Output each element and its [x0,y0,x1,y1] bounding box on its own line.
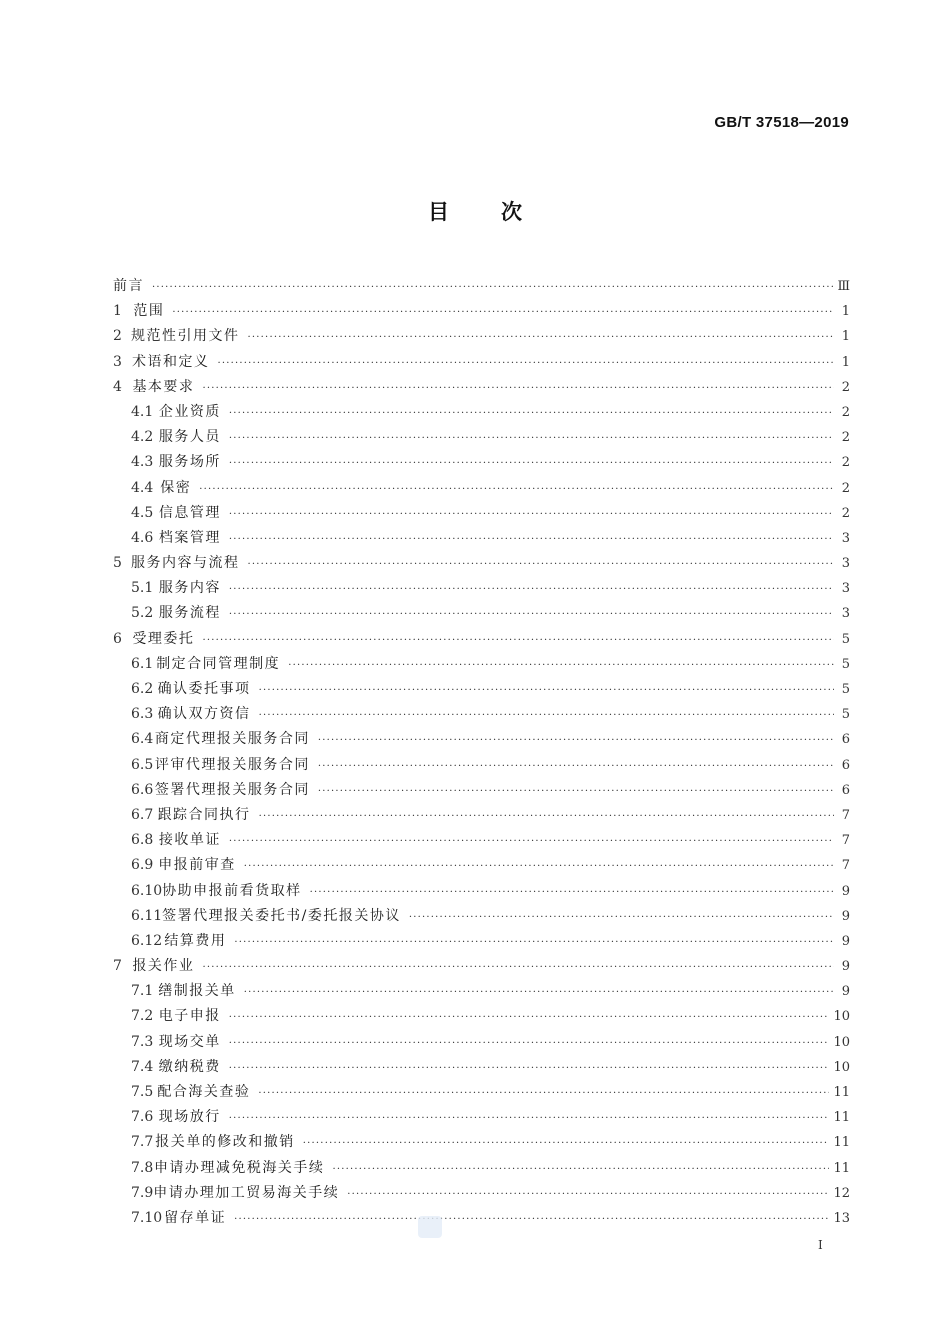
toc-entry-title: 服务内容 [158,580,221,597]
toc-entry-number: 6.1 [131,655,154,672]
toc-entry-title: 缴纳税费 [158,1058,221,1075]
toc-entry-page: 1 [841,304,850,320]
toc-entry-page: Ⅲ [837,279,850,294]
toc-dot-leader [318,754,834,779]
toc-entry-number: 7.8 [131,1159,154,1176]
toc-entry[interactable] [113,929,850,954]
toc-entry[interactable] [113,501,850,526]
toc-dot-leader [303,1131,830,1156]
toc-entry-title: 基本要求 [132,378,195,395]
toc-entry[interactable] [113,879,850,904]
toc-entry-page: 1 [841,354,850,370]
toc-dot-leader [229,1106,830,1131]
toc-entry-number: 6.3 [131,706,154,723]
toc-entry-title: 接收单证 [158,832,221,849]
toc-entry[interactable] [113,1030,850,1055]
toc-entry-number: 4.6 [131,529,154,546]
toc-entry-title: 档案管理 [158,529,221,546]
toc-dot-leader [229,1031,830,1056]
toc-entry-title: 制定合同管理制度 [156,655,281,672]
toc-entry-number: 5.1 [131,580,154,597]
toc-entry[interactable] [113,702,850,727]
toc-entry[interactable] [113,274,850,299]
toc-entry[interactable] [113,1004,850,1029]
toc-entry-title: 电子申报 [158,1008,221,1025]
toc-entry-title: 规范性引用文件 [131,328,240,345]
toc-dot-leader [217,351,834,376]
toc-entry[interactable] [113,1206,850,1231]
toc-dot-leader [202,955,834,980]
toc-dot-leader [244,854,834,879]
toc-entry[interactable] [113,627,850,652]
toc-entry[interactable] [113,601,850,626]
toc-entry-number: 6.7 [131,806,154,823]
toc-dot-leader [259,703,834,728]
toc-dot-leader [234,930,834,955]
toc-entry-page: 10 [833,1059,850,1075]
toc-entry-title: 签署代理报关委托书/委托报关协议 [162,907,401,924]
toc-entry-title: 评审代理报关服务合同 [154,756,310,773]
toc-entry-title: 申报前审查 [158,857,236,874]
toc-entry-number: 4.1 [131,403,154,420]
watermark-logo [418,1216,442,1238]
toc-entry[interactable] [113,677,850,702]
toc-dot-leader [318,728,834,753]
toc-entry[interactable] [113,803,850,828]
toc-entry-title: 报关单的修改和撤销 [155,1134,295,1151]
toc-entry[interactable] [113,1080,850,1105]
toc-entry-number: 7.1 [131,983,154,1000]
toc-entry-number: 7.5 [131,1084,154,1100]
toc-entry[interactable] [113,904,850,929]
toc-entry-number: 4.4 [131,479,154,496]
toc-entry[interactable] [113,954,850,979]
toc-entry-number: 7.7 [131,1134,154,1151]
toc-dot-leader [409,905,834,930]
toc-entry-page: 2 [841,505,850,521]
toc-entry-page: 9 [841,959,850,975]
toc-entry-number: 6 [113,630,122,647]
toc-entry-page: 2 [841,480,850,496]
toc-entry-number: 7.10 [131,1209,163,1226]
toc-dot-leader [248,325,834,350]
toc-entry-page: 3 [841,530,850,546]
toc-entry-number: 7.3 [131,1033,154,1050]
toc-entry-number: 5.2 [131,605,154,622]
toc-entry-page: 7 [841,858,850,874]
toc-entry-number: 6.9 [131,857,154,874]
toc-entry-page: 2 [841,430,850,446]
toc-entry-number: 1 [113,303,122,320]
toc-entry-title: 商定代理报关服务合同 [154,731,310,748]
toc-entry-page: 9 [841,984,850,1000]
toc-dot-leader [234,1207,829,1232]
toc-entry-page: 11 [833,1110,850,1126]
toc-entry-number: 7.9 [131,1184,154,1201]
toc-entry-page: 3 [841,556,850,572]
toc-entry-page: 10 [833,1009,850,1025]
toc-entry-page: 11 [833,1160,850,1176]
toc-entry-page: 10 [833,1034,850,1050]
toc-entry-number: 4 [113,378,122,395]
toc-entry-title: 现场放行 [158,1109,221,1126]
toc-entry-number: 6.5 [131,756,154,773]
toc-entry-title: 前言 [113,278,144,294]
toc-entry-title: 企业资质 [158,403,221,420]
toc-entry-number: 4.3 [131,454,154,471]
toc-entry-page: 9 [841,908,850,924]
toc-entry-page: 6 [841,732,850,748]
toc-dot-leader [229,577,834,602]
toc-entry[interactable] [113,576,850,601]
toc-dot-leader [310,880,834,905]
toc-entry-title: 配合海关查验 [157,1084,251,1100]
toc-dot-leader [229,829,834,854]
toc-entry[interactable] [113,1181,850,1206]
toc-list [113,274,850,1231]
toc-dot-leader [244,980,834,1005]
toc-entry-page: 2 [841,455,850,471]
toc-entry-title: 服务人员 [158,429,221,446]
toc-dot-leader [229,451,834,476]
toc-entry-page: 11 [833,1085,850,1100]
toc-entry-title: 确认委托事项 [157,681,251,697]
toc-entry[interactable] [113,1130,850,1155]
toc-dot-leader [229,426,834,451]
toc-entry-page: 5 [841,631,850,647]
toc-entry-page: 2 [841,379,850,395]
toc-entry-page: 11 [833,1135,850,1151]
toc-dot-leader [229,1056,830,1081]
toc-dot-leader [259,804,834,829]
toc-dot-leader [202,376,834,401]
toc-dot-leader [229,502,834,527]
toc-dot-leader [248,552,834,577]
toc-entry-title: 留存单证 [164,1209,227,1226]
toc-entry[interactable] [113,476,850,501]
toc-entry-title: 签署代理报关服务合同 [154,781,310,798]
toc-entry-page: 12 [833,1185,850,1201]
toc-entry-number: 6.6 [131,781,154,798]
toc-entry-number: 6.10 [131,882,163,899]
toc-entry-number: 6.4 [131,731,154,748]
toc-entry-page: 3 [841,606,850,622]
toc-dot-leader [347,1182,829,1207]
toc-title: 目次 [428,200,574,224]
toc-entry-title: 申请办理加工贸易海关手续 [153,1184,340,1201]
toc-dot-leader [229,1005,830,1030]
toc-entry-number: 4.2 [131,429,154,446]
toc-entry-title: 确认双方资信 [157,706,251,723]
toc-entry-page: 5 [841,682,850,697]
toc-dot-leader [229,602,834,627]
toc-entry-title: 受理委托 [132,630,195,647]
toc-entry-page: 1 [841,329,850,345]
toc-entry-number: 7 [113,958,122,975]
toc-entry[interactable] [113,853,850,878]
toc-entry-page: 9 [841,883,850,899]
toc-entry[interactable] [113,1156,850,1181]
toc-entry[interactable] [113,778,850,803]
toc-entry[interactable] [113,551,850,576]
toc-entry-number: 6.11 [131,907,163,924]
toc-entry-page: 5 [841,707,850,723]
toc-entry-page: 3 [841,581,850,597]
toc-entry[interactable] [113,425,850,450]
toc-entry-title: 结算费用 [164,932,227,949]
toc-entry-title: 缮制报关单 [158,983,236,1000]
toc-entry[interactable] [113,979,850,1004]
toc-entry-page: 7 [841,833,850,849]
toc-entry[interactable] [113,652,850,677]
toc-dot-leader [229,401,834,426]
toc-entry-page: 6 [841,782,850,798]
toc-dot-leader [259,678,834,703]
toc-entry-title: 术语和定义 [131,353,210,370]
toc-entry[interactable] [113,375,850,400]
standard-code: GB/T 37518—2019 [714,114,849,131]
toc-entry-title: 范围 [133,303,165,320]
toc-entry-title: 协助申报前看货取样 [162,882,302,899]
toc-entry-title: 服务场所 [158,454,221,471]
toc-entry[interactable] [113,753,850,778]
toc-entry[interactable] [113,828,850,853]
toc-entry-title: 报关作业 [132,958,195,975]
toc-dot-leader [332,1157,829,1182]
toc-entry-title: 申请办理减免税海关手续 [153,1159,325,1176]
toc-entry-number: 6.2 [131,681,154,697]
toc-entry-number: 7.4 [131,1058,154,1075]
toc-dot-leader [152,275,833,300]
toc-entry-number: 7.6 [131,1109,154,1126]
toc-entry-title: 保密 [160,479,192,496]
page-number: I [818,1238,823,1252]
toc-dot-leader [258,1081,829,1106]
toc-entry-title: 服务内容与流程 [131,555,240,572]
toc-entry[interactable] [113,1105,850,1130]
toc-dot-leader [199,477,834,502]
toc-entry-page: 7 [841,807,850,823]
toc-entry-page: 5 [841,656,850,672]
toc-entry-number: 6.12 [131,932,163,949]
toc-entry-title: 跟踪合同执行 [157,806,251,823]
toc-entry[interactable] [113,526,850,551]
toc-entry-number: 6.8 [131,832,154,849]
toc-entry-page: 9 [841,933,850,949]
toc-entry-title: 服务流程 [158,605,221,622]
toc-entry[interactable] [113,299,850,324]
toc-entry-number: 3 [113,353,122,370]
toc-entry[interactable] [113,1055,850,1080]
toc-entry[interactable] [113,727,850,752]
toc-entry-title: 信息管理 [158,504,221,521]
toc-entry[interactable] [113,400,850,425]
toc-entry-number: 7.2 [131,1008,154,1025]
toc-entry-number: 2 [113,328,122,345]
toc-entry-number: 5 [113,555,122,572]
toc-dot-leader [318,779,834,804]
toc-entry[interactable] [113,450,850,475]
toc-dot-leader [202,628,834,653]
toc-entry-page: 13 [833,1210,850,1226]
toc-entry-number: 4.5 [131,504,154,521]
toc-dot-leader [288,653,834,678]
toc-dot-leader [229,527,834,552]
toc-entry-page: 2 [841,404,850,420]
toc-dot-leader [172,300,834,325]
toc-entry-title: 现场交单 [158,1033,221,1050]
toc-entry[interactable] [113,324,850,349]
toc-entry-page: 6 [841,757,850,773]
toc-entry[interactable] [113,350,850,375]
